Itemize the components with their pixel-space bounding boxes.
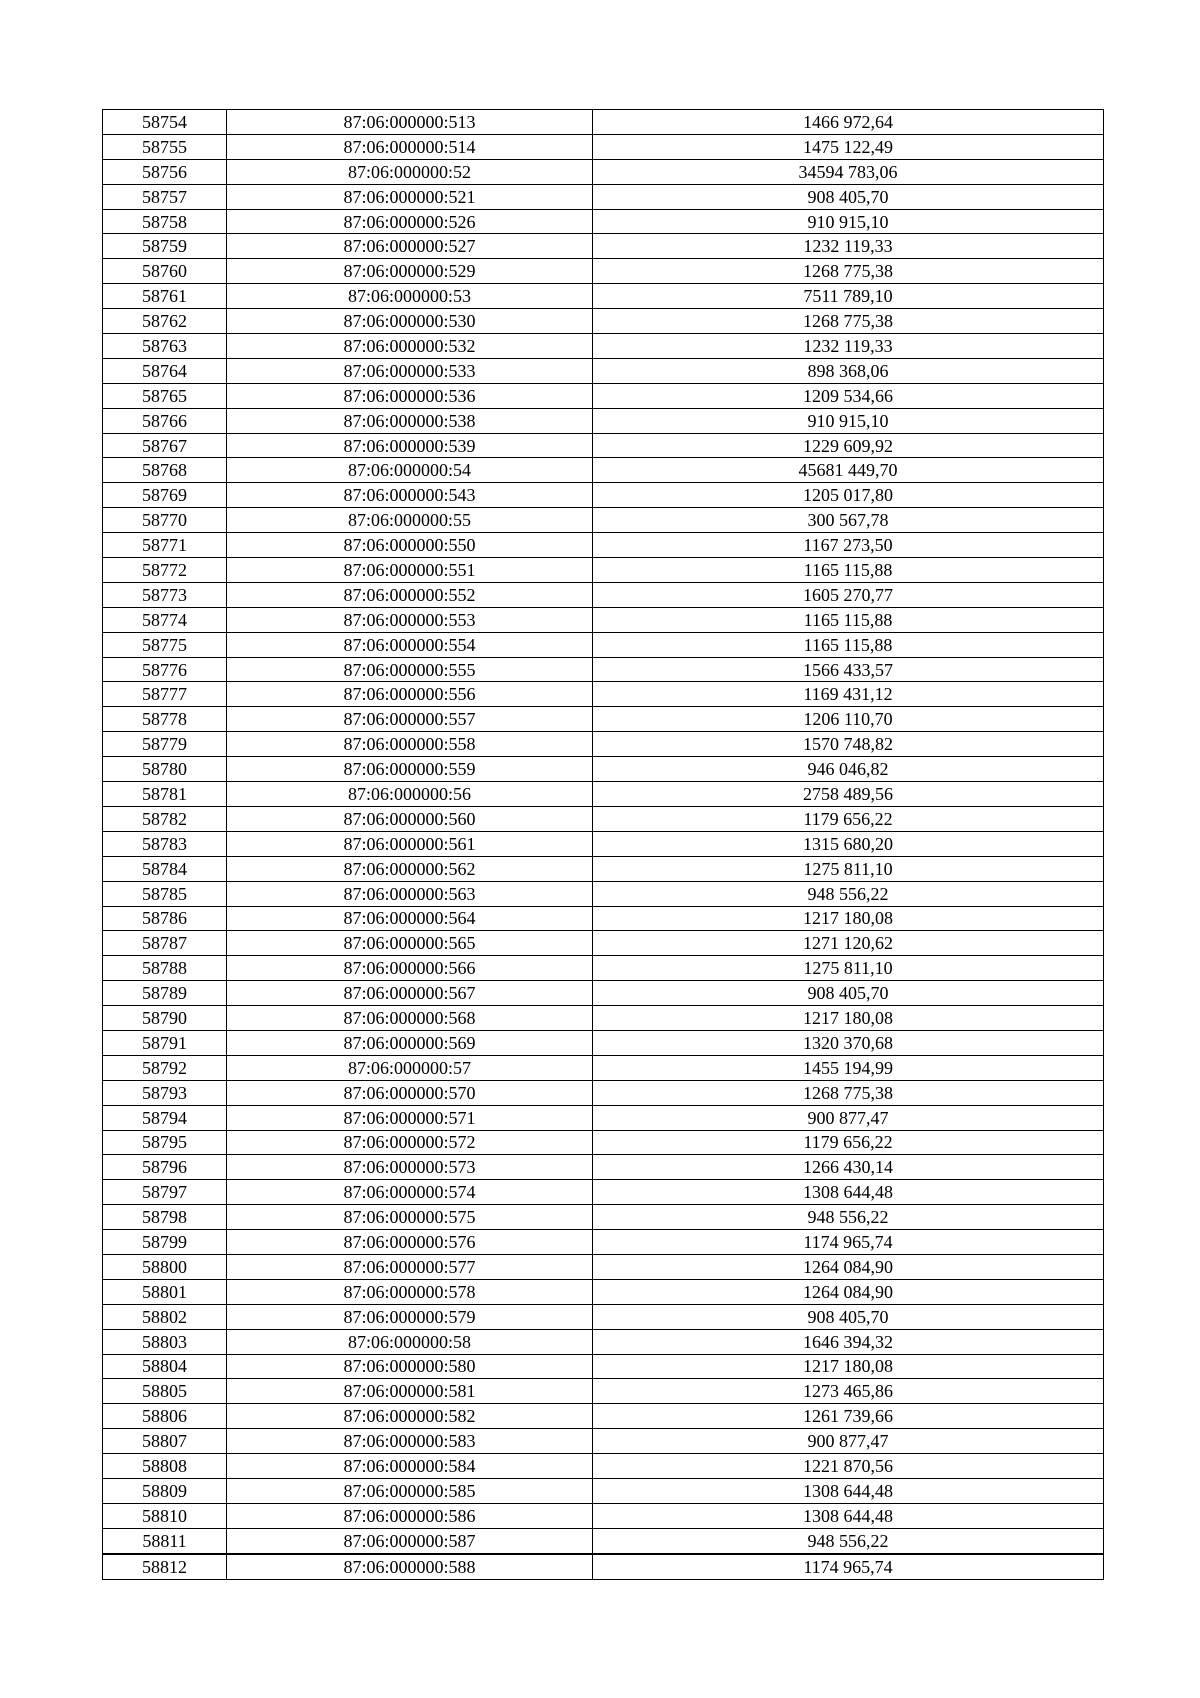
cadastral-number-cell: 87:06:000000:575	[227, 1205, 593, 1230]
cadastral-value-cell: 1209 534,66	[593, 383, 1104, 408]
table-row	[103, 209, 1104, 234]
cadastral-number-cell: 87:06:000000:576	[227, 1230, 593, 1255]
row-number-cell: 58798	[103, 1205, 227, 1230]
cadastral-number-cell: 87:06:000000:57	[227, 1055, 593, 1080]
table-row	[103, 1279, 1104, 1304]
row-number-cell: 58787	[103, 931, 227, 956]
cadastral-number-cell: 87:06:000000:557	[227, 707, 593, 732]
cadastral-value-cell: 7511 789,10	[593, 284, 1104, 309]
row-number-cell: 58768	[103, 458, 227, 483]
table-row	[103, 309, 1104, 334]
row-number-cell: 58795	[103, 1130, 227, 1155]
cadastral-number-cell: 87:06:000000:579	[227, 1304, 593, 1329]
cadastral-value-cell: 1165 115,88	[593, 558, 1104, 583]
cadastral-number-cell: 87:06:000000:562	[227, 856, 593, 881]
cadastral-number-cell: 87:06:000000:582	[227, 1404, 593, 1429]
cadastral-number-cell: 87:06:000000:574	[227, 1180, 593, 1205]
cadastral-number-cell: 87:06:000000:580	[227, 1354, 593, 1379]
row-number-cell: 58804	[103, 1354, 227, 1379]
cadastral-number-cell: 87:06:000000:536	[227, 383, 593, 408]
row-number-cell: 58754	[103, 110, 227, 135]
table-row	[103, 856, 1104, 881]
table-row	[103, 1055, 1104, 1080]
cadastral-value-cell: 1229 609,92	[593, 433, 1104, 458]
table-row	[103, 259, 1104, 284]
table-row	[103, 632, 1104, 657]
row-number-cell: 58793	[103, 1080, 227, 1105]
table-row	[103, 1030, 1104, 1055]
cadastral-value-cell: 1646 394,32	[593, 1329, 1104, 1354]
cadastral-number-cell: 87:06:000000:559	[227, 757, 593, 782]
row-number-cell: 58803	[103, 1329, 227, 1354]
cadastral-value-cell: 908 405,70	[593, 184, 1104, 209]
cadastral-number-cell: 87:06:000000:585	[227, 1478, 593, 1503]
table-row	[103, 334, 1104, 359]
table-row	[103, 1304, 1104, 1329]
cadastral-value-table	[102, 109, 1104, 1580]
row-number-cell: 58800	[103, 1254, 227, 1279]
cadastral-number-cell: 87:06:000000:564	[227, 906, 593, 931]
row-number-cell: 58774	[103, 607, 227, 632]
row-number-cell: 58765	[103, 383, 227, 408]
cadastral-value-cell: 1315 680,20	[593, 831, 1104, 856]
table-row	[103, 732, 1104, 757]
cadastral-value-cell: 1232 119,33	[593, 234, 1104, 259]
table-row	[103, 1329, 1104, 1354]
table-row	[103, 159, 1104, 184]
cadastral-number-cell: 87:06:000000:560	[227, 806, 593, 831]
cadastral-number-cell: 87:06:000000:573	[227, 1155, 593, 1180]
cadastral-value-cell: 898 368,06	[593, 358, 1104, 383]
table-row	[103, 1454, 1104, 1479]
cadastral-value-cell: 1165 115,88	[593, 607, 1104, 632]
row-number-cell: 58782	[103, 806, 227, 831]
row-number-cell: 58790	[103, 1006, 227, 1031]
row-number-cell: 58755	[103, 134, 227, 159]
table-row	[103, 1429, 1104, 1454]
row-number-cell: 58758	[103, 209, 227, 234]
cadastral-value-cell: 1261 739,66	[593, 1404, 1104, 1429]
table-row	[103, 1155, 1104, 1180]
row-number-cell: 58805	[103, 1379, 227, 1404]
cadastral-number-cell: 87:06:000000:52	[227, 159, 593, 184]
table-row	[103, 931, 1104, 956]
table-row	[103, 607, 1104, 632]
row-number-cell: 58792	[103, 1055, 227, 1080]
row-number-cell: 58761	[103, 284, 227, 309]
cadastral-value-cell: 1271 120,62	[593, 931, 1104, 956]
table-row	[103, 1105, 1104, 1130]
cadastral-value-cell: 1268 775,38	[593, 1080, 1104, 1105]
cadastral-value-cell: 1179 656,22	[593, 806, 1104, 831]
cadastral-value-cell: 1570 748,82	[593, 732, 1104, 757]
row-number-cell: 58794	[103, 1105, 227, 1130]
row-number-cell: 58776	[103, 657, 227, 682]
cadastral-value-cell: 948 556,22	[593, 881, 1104, 906]
cadastral-value-cell: 910 915,10	[593, 209, 1104, 234]
cadastral-value-cell: 1308 644,48	[593, 1180, 1104, 1205]
row-number-cell: 58777	[103, 682, 227, 707]
table-row	[103, 110, 1104, 135]
table-row	[103, 981, 1104, 1006]
cadastral-number-cell: 87:06:000000:554	[227, 632, 593, 657]
row-number-cell: 58767	[103, 433, 227, 458]
cadastral-number-cell: 87:06:000000:587	[227, 1528, 593, 1553]
row-number-cell: 58786	[103, 906, 227, 931]
cadastral-number-cell: 87:06:000000:527	[227, 234, 593, 259]
cadastral-value-cell: 1308 644,48	[593, 1503, 1104, 1528]
table-row	[103, 1503, 1104, 1528]
cadastral-value-cell: 1264 084,90	[593, 1254, 1104, 1279]
row-number-cell: 58785	[103, 881, 227, 906]
table-row	[103, 134, 1104, 159]
table-row	[103, 1205, 1104, 1230]
table-row	[103, 1006, 1104, 1031]
row-number-cell: 58809	[103, 1478, 227, 1503]
row-number-cell: 58757	[103, 184, 227, 209]
cadastral-number-cell: 87:06:000000:53	[227, 284, 593, 309]
cadastral-number-cell: 87:06:000000:578	[227, 1279, 593, 1304]
cadastral-number-cell: 87:06:000000:538	[227, 408, 593, 433]
cadastral-value-cell: 1320 370,68	[593, 1030, 1104, 1055]
cadastral-number-cell: 87:06:000000:569	[227, 1030, 593, 1055]
cadastral-number-cell: 87:06:000000:572	[227, 1130, 593, 1155]
row-number-cell: 58756	[103, 159, 227, 184]
cadastral-number-cell: 87:06:000000:533	[227, 358, 593, 383]
row-number-cell: 58799	[103, 1230, 227, 1255]
cadastral-number-cell: 87:06:000000:529	[227, 259, 593, 284]
cadastral-number-cell: 87:06:000000:530	[227, 309, 593, 334]
table-row	[103, 906, 1104, 931]
cadastral-value-cell: 900 877,47	[593, 1105, 1104, 1130]
table-row	[103, 184, 1104, 209]
cadastral-number-cell: 87:06:000000:551	[227, 558, 593, 583]
cadastral-value-cell: 1273 465,86	[593, 1379, 1104, 1404]
cadastral-number-cell: 87:06:000000:570	[227, 1080, 593, 1105]
cadastral-value-cell: 1566 433,57	[593, 657, 1104, 682]
cadastral-number-cell: 87:06:000000:532	[227, 334, 593, 359]
row-number-cell: 58812	[103, 1554, 227, 1579]
cadastral-value-cell: 1605 270,77	[593, 582, 1104, 607]
table-row	[103, 533, 1104, 558]
table-row	[103, 1254, 1104, 1279]
cadastral-value-cell: 1275 811,10	[593, 856, 1104, 881]
cadastral-number-cell: 87:06:000000:54	[227, 458, 593, 483]
cadastral-value-cell: 948 556,22	[593, 1528, 1104, 1553]
cadastral-value-cell: 1165 115,88	[593, 632, 1104, 657]
table-row	[103, 433, 1104, 458]
table-row	[103, 508, 1104, 533]
row-number-cell: 58783	[103, 831, 227, 856]
table-row	[103, 707, 1104, 732]
cadastral-value-cell: 1264 084,90	[593, 1279, 1104, 1304]
cadastral-value-cell: 1174 965,74	[593, 1554, 1104, 1579]
table-row	[103, 582, 1104, 607]
cadastral-number-cell: 87:06:000000:565	[227, 931, 593, 956]
row-number-cell: 58764	[103, 358, 227, 383]
cadastral-number-cell: 87:06:000000:566	[227, 956, 593, 981]
cadastral-value-cell: 910 915,10	[593, 408, 1104, 433]
table-row	[103, 1554, 1104, 1579]
cadastral-number-cell: 87:06:000000:586	[227, 1503, 593, 1528]
row-number-cell: 58788	[103, 956, 227, 981]
cadastral-value-cell: 948 556,22	[593, 1205, 1104, 1230]
table-row	[103, 956, 1104, 981]
cadastral-number-cell: 87:06:000000:556	[227, 682, 593, 707]
row-number-cell: 58759	[103, 234, 227, 259]
cadastral-value-cell: 1174 965,74	[593, 1230, 1104, 1255]
table-row	[103, 1379, 1104, 1404]
row-number-cell: 58802	[103, 1304, 227, 1329]
table-row	[103, 806, 1104, 831]
cadastral-number-cell: 87:06:000000:552	[227, 582, 593, 607]
table-row	[103, 1130, 1104, 1155]
table-row	[103, 383, 1104, 408]
row-number-cell: 58778	[103, 707, 227, 732]
cadastral-value-cell: 1308 644,48	[593, 1478, 1104, 1503]
cadastral-value-cell: 1217 180,08	[593, 1006, 1104, 1031]
table-row	[103, 1528, 1104, 1553]
cadastral-number-cell: 87:06:000000:571	[227, 1105, 593, 1130]
cadastral-value-cell: 946 046,82	[593, 757, 1104, 782]
row-number-cell: 58789	[103, 981, 227, 1006]
table-row	[103, 782, 1104, 807]
cadastral-number-cell: 87:06:000000:567	[227, 981, 593, 1006]
cadastral-value-cell: 1169 431,12	[593, 682, 1104, 707]
row-number-cell: 58781	[103, 782, 227, 807]
row-number-cell: 58779	[103, 732, 227, 757]
table-row	[103, 1180, 1104, 1205]
table-row	[103, 358, 1104, 383]
cadastral-number-cell: 87:06:000000:521	[227, 184, 593, 209]
cadastral-number-cell: 87:06:000000:581	[227, 1379, 593, 1404]
row-number-cell: 58763	[103, 334, 227, 359]
table-row	[103, 1080, 1104, 1105]
cadastral-value-cell: 1275 811,10	[593, 956, 1104, 981]
row-number-cell: 58760	[103, 259, 227, 284]
table-row	[103, 1404, 1104, 1429]
cadastral-value-cell: 1466 972,64	[593, 110, 1104, 135]
cadastral-number-cell: 87:06:000000:563	[227, 881, 593, 906]
cadastral-number-cell: 87:06:000000:514	[227, 134, 593, 159]
cadastral-value-cell: 1475 122,49	[593, 134, 1104, 159]
cadastral-number-cell: 87:06:000000:550	[227, 533, 593, 558]
table-row	[103, 483, 1104, 508]
table-row	[103, 881, 1104, 906]
cadastral-value-cell: 2758 489,56	[593, 782, 1104, 807]
row-number-cell: 58775	[103, 632, 227, 657]
cadastral-value-cell: 1232 119,33	[593, 334, 1104, 359]
cadastral-number-cell: 87:06:000000:555	[227, 657, 593, 682]
cadastral-number-cell: 87:06:000000:568	[227, 1006, 593, 1031]
cadastral-value-cell: 34594 783,06	[593, 159, 1104, 184]
cadastral-number-cell: 87:06:000000:56	[227, 782, 593, 807]
cadastral-number-cell: 87:06:000000:539	[227, 433, 593, 458]
cadastral-number-cell: 87:06:000000:553	[227, 607, 593, 632]
cadastral-number-cell: 87:06:000000:584	[227, 1454, 593, 1479]
row-number-cell: 58801	[103, 1279, 227, 1304]
cadastral-value-cell: 908 405,70	[593, 1304, 1104, 1329]
table-row	[103, 558, 1104, 583]
row-number-cell: 58770	[103, 508, 227, 533]
table-row	[103, 657, 1104, 682]
cadastral-value-cell: 1221 870,56	[593, 1454, 1104, 1479]
cadastral-value-cell: 908 405,70	[593, 981, 1104, 1006]
cadastral-value-cell: 1217 180,08	[593, 906, 1104, 931]
cadastral-value-cell: 1266 430,14	[593, 1155, 1104, 1180]
cadastral-value-cell: 900 877,47	[593, 1429, 1104, 1454]
row-number-cell: 58806	[103, 1404, 227, 1429]
row-number-cell: 58796	[103, 1155, 227, 1180]
cadastral-value-cell: 1205 017,80	[593, 483, 1104, 508]
row-number-cell: 58807	[103, 1429, 227, 1454]
cadastral-value-cell: 1167 273,50	[593, 533, 1104, 558]
cadastral-value-cell: 1206 110,70	[593, 707, 1104, 732]
cadastral-number-cell: 87:06:000000:526	[227, 209, 593, 234]
cadastral-value-cell: 1455 194,99	[593, 1055, 1104, 1080]
cadastral-number-cell: 87:06:000000:55	[227, 508, 593, 533]
table-row	[103, 234, 1104, 259]
cadastral-number-cell: 87:06:000000:543	[227, 483, 593, 508]
cadastral-number-cell: 87:06:000000:577	[227, 1254, 593, 1279]
cadastral-number-cell: 87:06:000000:513	[227, 110, 593, 135]
cadastral-number-cell: 87:06:000000:583	[227, 1429, 593, 1454]
cadastral-value-cell: 45681 449,70	[593, 458, 1104, 483]
table-row	[103, 408, 1104, 433]
table-row	[103, 682, 1104, 707]
row-number-cell: 58780	[103, 757, 227, 782]
row-number-cell: 58773	[103, 582, 227, 607]
row-number-cell: 58772	[103, 558, 227, 583]
table-row	[103, 458, 1104, 483]
table-row	[103, 1230, 1104, 1255]
row-number-cell: 58797	[103, 1180, 227, 1205]
table-row	[103, 757, 1104, 782]
row-number-cell: 58762	[103, 309, 227, 334]
row-number-cell: 58810	[103, 1503, 227, 1528]
cadastral-value-cell: 300 567,78	[593, 508, 1104, 533]
row-number-cell: 58791	[103, 1030, 227, 1055]
table-body	[103, 110, 1104, 1580]
cadastral-number-cell: 87:06:000000:561	[227, 831, 593, 856]
row-number-cell: 58771	[103, 533, 227, 558]
row-number-cell: 58769	[103, 483, 227, 508]
cadastral-number-cell: 87:06:000000:558	[227, 732, 593, 757]
table-row	[103, 831, 1104, 856]
row-number-cell: 58784	[103, 856, 227, 881]
table-row	[103, 284, 1104, 309]
cadastral-number-cell: 87:06:000000:588	[227, 1554, 593, 1579]
cadastral-value-cell: 1179 656,22	[593, 1130, 1104, 1155]
row-number-cell: 58811	[103, 1528, 227, 1553]
table-row	[103, 1354, 1104, 1379]
table-row	[103, 1478, 1104, 1503]
cadastral-value-cell: 1217 180,08	[593, 1354, 1104, 1379]
row-number-cell: 58808	[103, 1454, 227, 1479]
row-number-cell: 58766	[103, 408, 227, 433]
cadastral-value-cell: 1268 775,38	[593, 259, 1104, 284]
cadastral-value-cell: 1268 775,38	[593, 309, 1104, 334]
cadastral-number-cell: 87:06:000000:58	[227, 1329, 593, 1354]
